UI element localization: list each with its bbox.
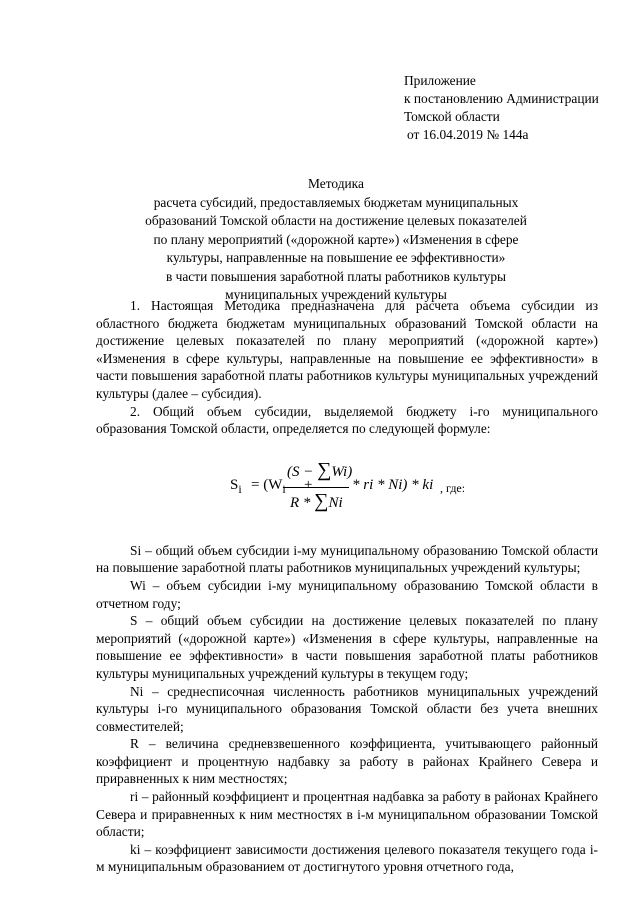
paragraph-2: 2. Общий объем субсидии, выделяемой бюджету i-го муниципального образования Томской области, определяется по следующей формуле: <box>96 403 598 437</box>
title-line: по плану мероприятий («дорожной карте») «Изменения в сфере <box>153 231 519 247</box>
appendix-line: Томской области <box>404 109 500 124</box>
formula-tail: * ri * Ni) * ki <box>352 476 434 493</box>
title-line: Методика <box>308 176 364 191</box>
document-title <box>96 175 576 305</box>
formula-plus: + <box>304 476 313 493</box>
definition-ni: Ni – среднесписочная численность работников муниципальных учреждений культуры i-го муниципального образования Томской области без учета внешних совместителей; <box>96 683 598 734</box>
fraction-bar <box>283 487 349 488</box>
definition-r: R – величина средневзвешенного коэффициента, учитывающего районный коэффициент и процентную надбавку за работу в районах Крайнего Севера и приравненных к ним местностях; <box>96 736 598 787</box>
formula-w-term: = ($W_i$ <box>251 476 286 496</box>
formula-denominator: R * ∑Ni <box>290 489 343 512</box>
appendix-header <box>404 72 634 144</box>
definition-ki: ki – коэффициент зависимости достижения целевого показателя текущего года i-м муниципальным образованием от достигнутого уровня отчетного года, <box>96 841 598 875</box>
document-body <box>96 297 598 876</box>
title-line: расчета субсидий, предоставляемых бюджетам муниципальных <box>153 194 519 210</box>
title-line: в части повышения заработной платы работников культуры <box>165 268 507 284</box>
formula-suffix: , где: <box>440 480 466 495</box>
appendix-date-line: от 16.04.2019 № 144а <box>407 127 529 142</box>
definition-wi: Wi – объем субсидии i-му муниципальному образованию Томской области в отчетном году; <box>96 577 598 611</box>
appendix-line: Приложение <box>404 73 476 88</box>
subsidy-formula <box>96 452 598 518</box>
formula-lhs: $S_i$ <box>230 476 242 496</box>
formula-numerator: (S − ∑Wi) <box>287 458 353 481</box>
definition-s: S – общий объем субсидии на достижение целевых показателей по плану мероприятий («дорожной карте») «Изменения в сфере культуры, направленные на повышение ее эффективности» в части повышения заработной платы работников культуры муниципальных учреждений культуры в текущем году; <box>96 613 598 681</box>
title-line: образований Томской области на достижение целевых показателей <box>145 213 527 228</box>
title-line: муниципальных учреждений культуры <box>225 287 447 302</box>
definition-si: Si – общий объем субсидии i-му муниципальному образованию Томской области на повышение заработной платы работников муниципальных учреждений культуры; <box>96 542 598 576</box>
definition-ri: ri – районный коэффициент и процентная надбавка за работу в районах Крайнего Севера и приравненных к ним местностях в i-м муниципальном образовании Томской области; <box>96 789 598 840</box>
appendix-line: к постановлению Администрации <box>404 91 599 106</box>
title-line: культуры, направленные на повышение ее эффективности» <box>166 250 506 265</box>
paragraph-1: 1. Настоящая Методика предназначена для расчета объема субсидии из областного бюджета бюджетам муниципальных образований Томской области на достижение целевых показателей по плану мероприятий («дорожной карте») «Изменения в сфере культуры, направленные на повышение ее эффективности» в части повышения заработной платы работников культуры муниципальных учреждений культуры (далее – субсидия). <box>96 298 598 401</box>
